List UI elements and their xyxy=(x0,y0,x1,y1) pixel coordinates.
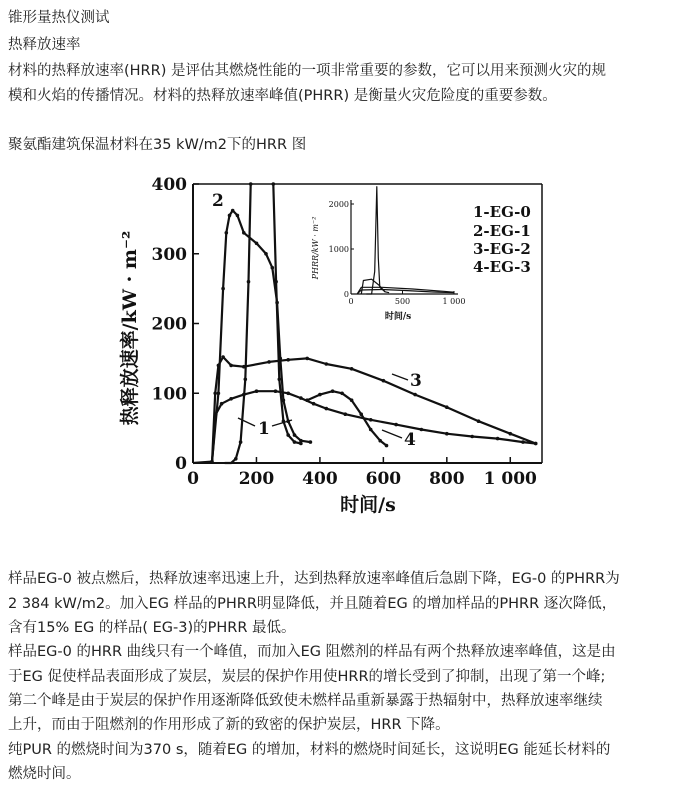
series-point xyxy=(325,407,329,411)
series-point xyxy=(228,214,232,218)
series-point xyxy=(394,423,398,427)
inset-y-tick-label: 1000 xyxy=(328,245,349,254)
series-point xyxy=(242,365,246,369)
curve-label-1: 1 xyxy=(258,419,270,439)
series-point xyxy=(225,231,229,235)
series-point xyxy=(312,402,316,406)
x-tick-label: 600 xyxy=(365,469,402,489)
series-point xyxy=(271,266,275,270)
y-tick-label: 100 xyxy=(151,384,187,405)
series-point xyxy=(350,398,354,402)
series-point xyxy=(318,393,322,397)
series-point xyxy=(242,231,246,235)
section-heading: 热释放速率 xyxy=(8,37,81,53)
series-point xyxy=(299,439,303,443)
series-point xyxy=(213,392,217,396)
y-axis-label: 热释放速率/kW · m⁻² xyxy=(119,230,141,426)
series-point xyxy=(534,442,538,446)
series-point xyxy=(340,392,344,396)
legend-item-4: 4-EG-3 xyxy=(473,258,531,276)
series-point xyxy=(445,432,449,436)
page-title: 锥形量热仪测试 xyxy=(8,10,110,26)
x-tick-label: 1 000 xyxy=(483,469,537,489)
legend-item-2: 2-EG-1 xyxy=(473,222,531,240)
body-line-4: 样品EG-0 的HRR 曲线只有一个峰值，而加入EG 阻燃剂的样品有两个热释放速率峰值，这是由 xyxy=(8,644,616,660)
series-point xyxy=(305,357,309,361)
series-point xyxy=(229,397,233,401)
series-point xyxy=(369,428,373,432)
hrr-figure xyxy=(100,168,590,528)
series-point xyxy=(477,419,481,423)
series-point xyxy=(286,358,290,362)
series-point xyxy=(255,242,259,246)
curve-label-2: 2 xyxy=(212,191,224,211)
series-point xyxy=(293,440,297,444)
series-line-4-EG-3 xyxy=(307,391,386,445)
inset-x-tick-label: 500 xyxy=(394,297,411,306)
intro-line-1: 材料的热释放速率(HRR) 是评估其燃烧性能的一项非常重要的参数，它可以用来预测火灾的规 xyxy=(8,63,606,79)
series-point xyxy=(470,435,474,439)
series-point xyxy=(382,379,386,383)
curve-label-3: 3 xyxy=(410,371,422,391)
series-point xyxy=(231,209,235,213)
series-point xyxy=(217,364,221,368)
series-point xyxy=(275,301,279,305)
series-point xyxy=(299,396,303,400)
series-point xyxy=(214,412,218,416)
series-point xyxy=(267,360,271,364)
series-point xyxy=(521,440,525,444)
series-point xyxy=(420,428,424,432)
series-point xyxy=(244,378,248,382)
inset-background xyxy=(340,196,462,306)
x-axis-label: 时间/s xyxy=(340,494,396,516)
legend-item-3: 3-EG-2 xyxy=(473,240,531,258)
x-tick-label: 800 xyxy=(429,469,465,489)
curve-label-3-pointer xyxy=(392,374,408,380)
body-line-6: 第二个峰是由于炭层的保护作用逐渐降低致使未燃样品重新暴露于热辐射中，热释放速率继续 xyxy=(8,693,603,709)
series-point xyxy=(344,412,348,416)
y-tick-label: 200 xyxy=(151,314,187,335)
series-point xyxy=(293,433,297,437)
series-point xyxy=(309,440,313,444)
series-point xyxy=(286,392,290,396)
series-point xyxy=(350,367,354,371)
legend-item-1: 1-EG-0 xyxy=(473,203,531,221)
x-tick-label: 0 xyxy=(187,469,199,489)
legend xyxy=(473,203,531,276)
curve-label-4: 4 xyxy=(404,430,416,450)
series-point xyxy=(413,393,417,397)
series-point xyxy=(220,402,224,406)
series-point xyxy=(255,389,259,393)
series-point xyxy=(305,398,309,402)
inset-x-tick-label: 0 xyxy=(348,297,354,306)
series-point xyxy=(247,280,251,284)
hrr-chart xyxy=(100,168,590,528)
series-point xyxy=(264,252,268,256)
body-line-2: 2 384 kW/m2。加入EG 样品的PHRR明显降低，并且随着EG 的增加样品的PHRR 逐次降低， xyxy=(8,596,617,612)
series-point xyxy=(229,364,233,368)
series-point xyxy=(325,362,329,366)
series-point xyxy=(234,457,238,461)
series-point xyxy=(282,398,286,402)
inset-chart xyxy=(311,187,465,322)
body-line-7: 上升，而由于阻燃剂的作用形成了新的致密的保护炭层，HRR 下降。 xyxy=(8,717,450,733)
series-line-3-EG-2 xyxy=(212,357,536,463)
inset-y-tick-label: 2000 xyxy=(328,200,349,209)
series-point xyxy=(509,432,513,436)
body-line-9: 燃烧时间。 xyxy=(8,766,81,782)
y-tick-label: 300 xyxy=(151,244,187,265)
series-point xyxy=(359,412,363,416)
series-point xyxy=(272,182,276,186)
series-point xyxy=(236,214,240,218)
body-line-8: 纯PUR 的燃烧时间为370 s，随着EG 的增加，材料的燃烧时间延长，这说明EG 能延长材料的 xyxy=(8,742,611,758)
series-point xyxy=(278,378,282,382)
y-tick-label: 0 xyxy=(175,454,187,474)
inset-x-axis-label: 时间/s xyxy=(384,312,412,322)
series-point xyxy=(369,418,373,422)
series-point xyxy=(385,444,389,448)
series-point xyxy=(286,433,290,437)
figure-caption: 聚氨酯建筑保温材料在35 kW/m2下的HRR 图 xyxy=(8,137,307,153)
curve-label-4-pointer xyxy=(382,430,402,438)
inset-y-axis-label: PHRR/kW · m⁻² xyxy=(311,216,320,280)
x-tick-label: 200 xyxy=(238,469,275,489)
inset-y-tick-label: 0 xyxy=(343,290,349,299)
series-point xyxy=(496,437,500,441)
curve-label-1-pointer-a xyxy=(238,418,255,426)
series-point xyxy=(445,405,449,409)
x-tick-label: 400 xyxy=(302,469,338,489)
series-point xyxy=(242,393,246,397)
series-point xyxy=(378,439,382,443)
series-point xyxy=(217,392,221,396)
body-line-5: 于EG 促使样品表面形成了炭层，炭层的保护作用使HRR的增长受到了抑制，出现了第一个峰; xyxy=(8,669,606,685)
body-line-3: 含有15% EG 的样品( EG-3)的PHRR 最低。 xyxy=(8,620,296,636)
intro-line-2: 模和火焰的传播情况。材料的热释放速率峰值(PHRR) 是衡量火灾危险度的重要参数。 xyxy=(8,88,557,104)
series-point xyxy=(221,355,225,359)
series-point xyxy=(249,182,253,186)
y-tick-label: 400 xyxy=(151,175,187,195)
series-point xyxy=(331,389,335,393)
series-point xyxy=(274,389,278,393)
body-line-1: 样品EG-0 被点燃后，热释放速率迅速上升，达到热释放速率峰值后急剧下降，EG-0 的PHRR为 xyxy=(8,571,620,587)
series-point xyxy=(221,287,225,291)
inset-x-tick-label: 1 000 xyxy=(442,297,466,306)
series-point xyxy=(239,440,243,444)
